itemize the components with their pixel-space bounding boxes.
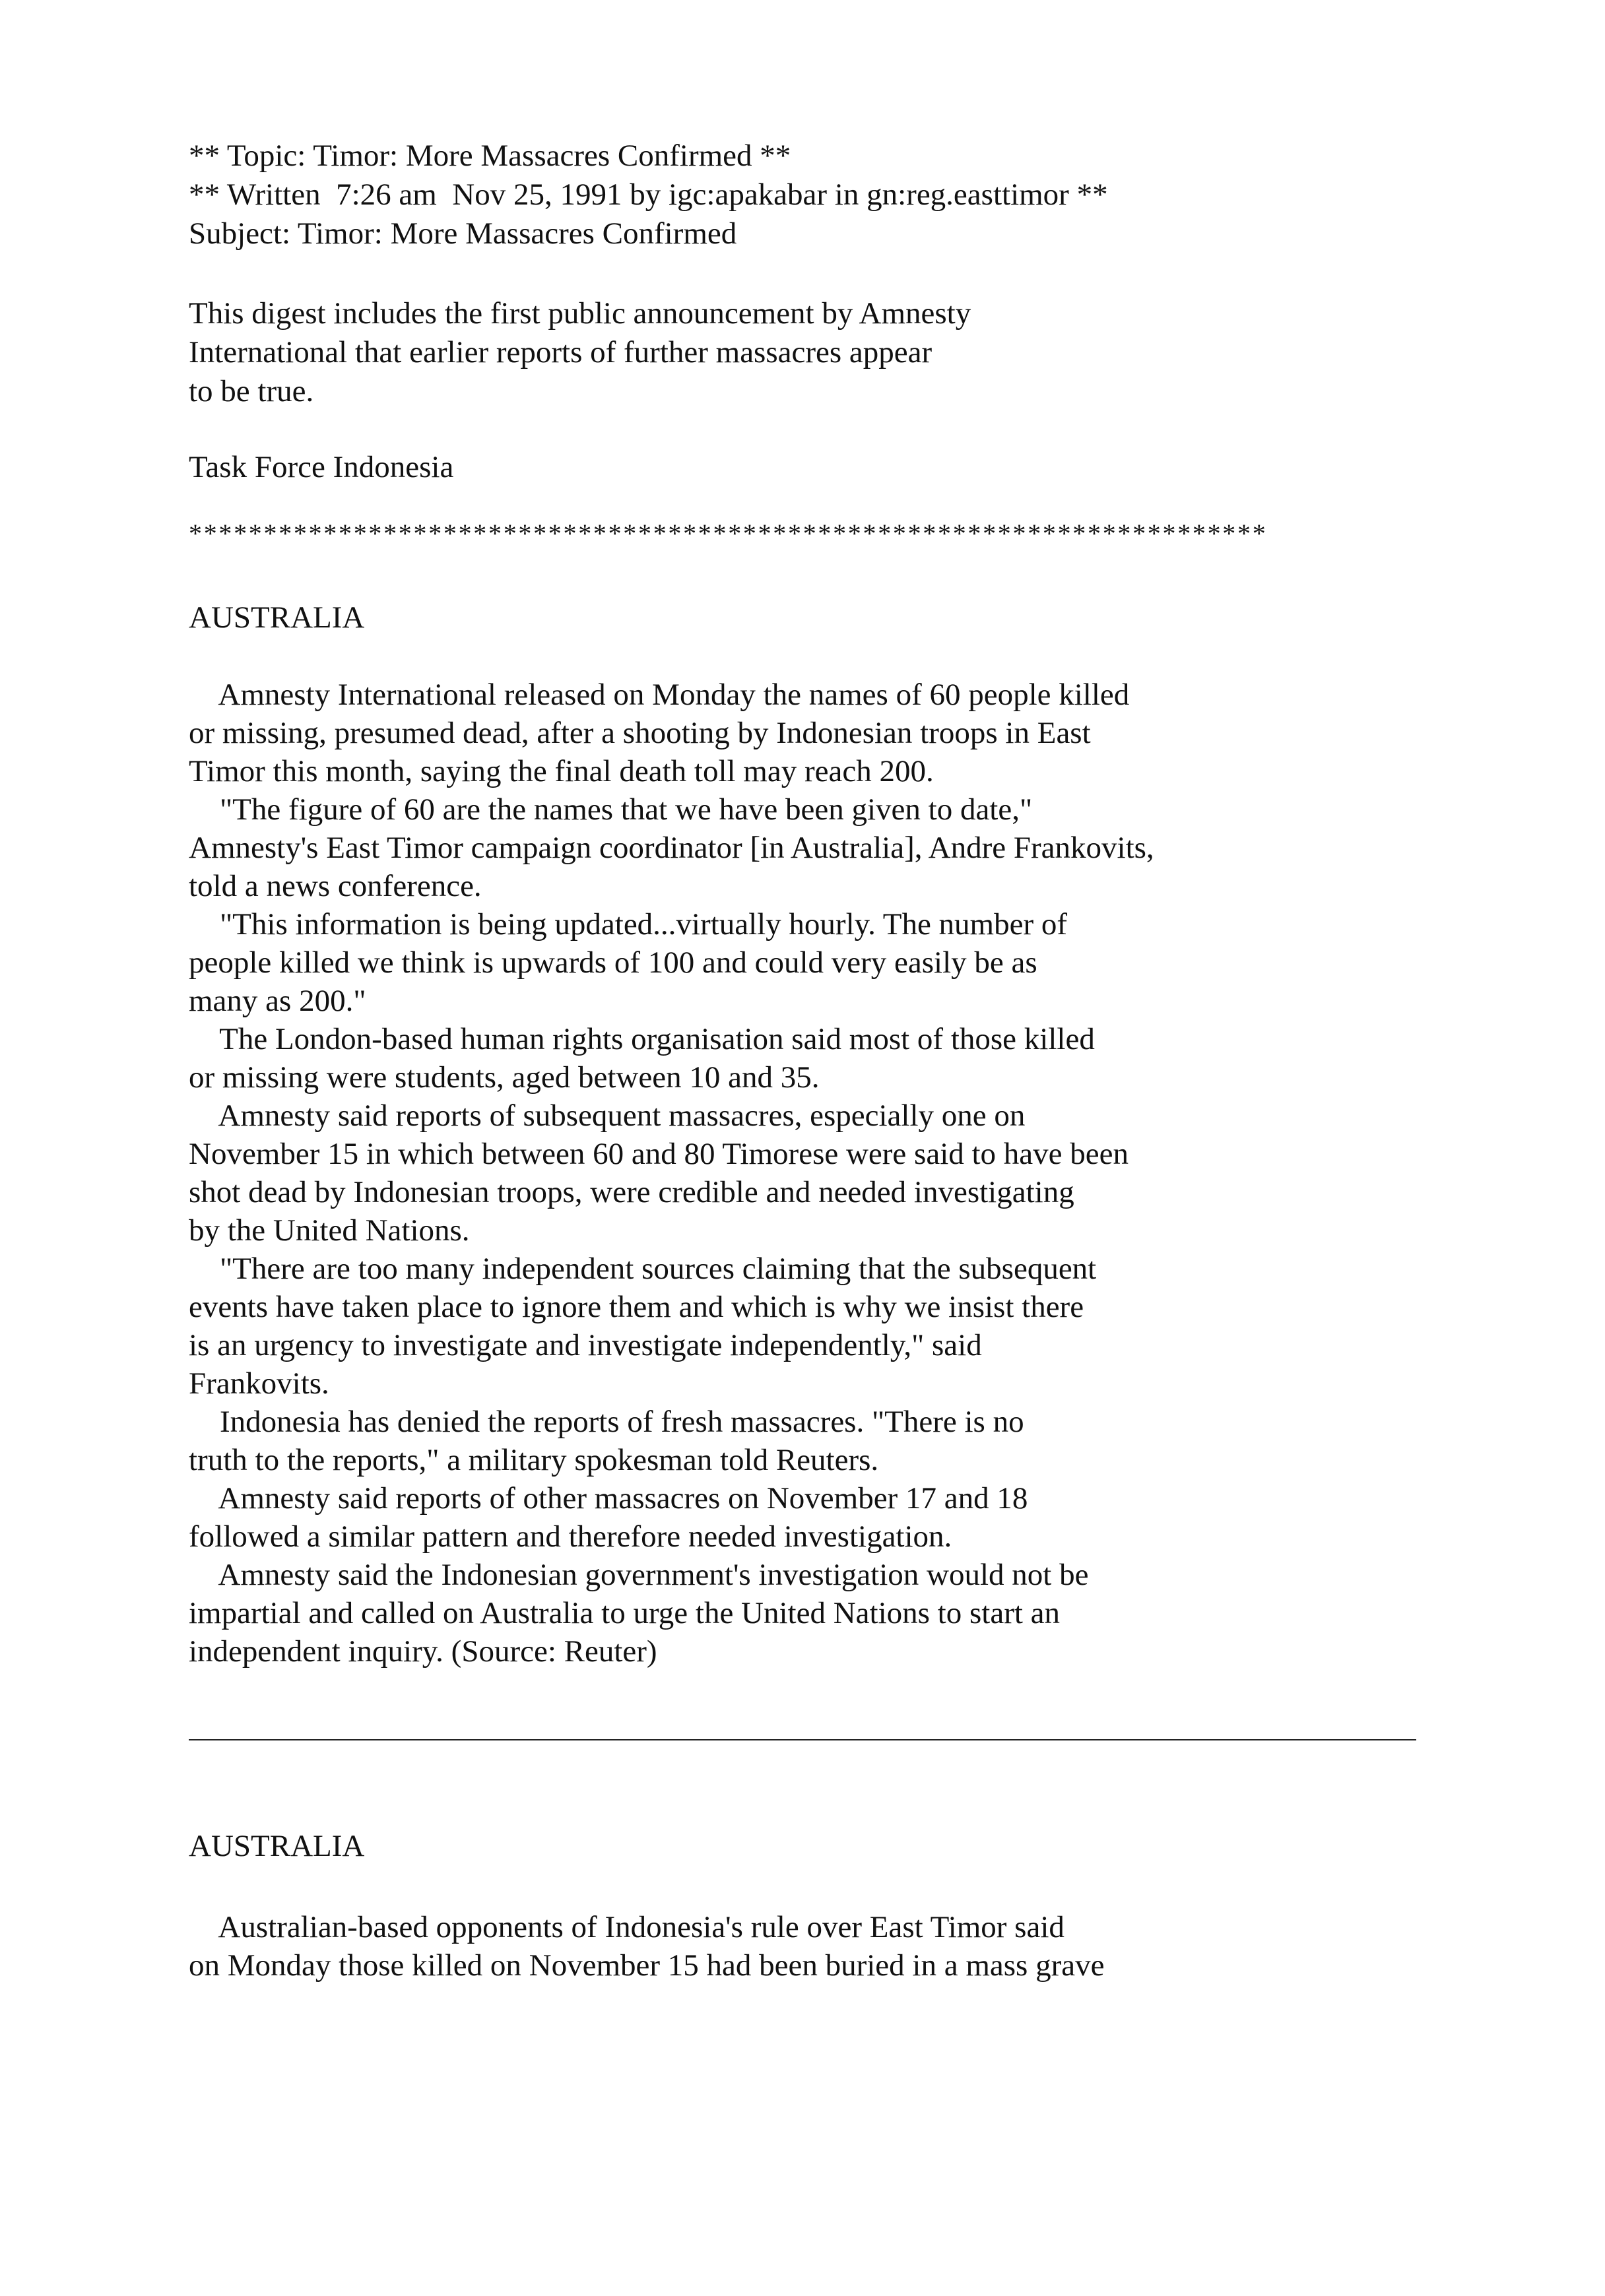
topic-line: ** Topic: Timor: More Massacres Confirmed ** xyxy=(189,139,791,173)
body-line: The London-based human rights organisation said most of those killed xyxy=(189,1022,1095,1056)
body-line: Amnesty said reports of other massacres on November 17 and 18 xyxy=(189,1481,1028,1515)
body-line: many as 200." xyxy=(189,984,366,1018)
body-line: Indonesia has denied the reports of fresh massacres. "There is no xyxy=(189,1405,1024,1439)
body-line: shot dead by Indonesian troops, were credible and needed investigating xyxy=(189,1175,1074,1209)
body-line: events have taken place to ignore them and which is why we insist there xyxy=(189,1290,1084,1324)
star-separator: ************************************************************************ xyxy=(189,519,1268,548)
signature: Task Force Indonesia xyxy=(189,450,454,484)
intro-line: to be true. xyxy=(189,374,314,408)
body-line: Amnesty said the Indonesian government's investigation would not be xyxy=(189,1558,1089,1592)
body-line: Timor this month, saying the final death toll may reach 200. xyxy=(189,754,934,788)
body-line: "The figure of 60 are the names that we have been given to date," xyxy=(189,792,1033,827)
body-line: Frankovits. xyxy=(189,1366,329,1401)
body-line: on Monday those killed on November 15 had been buried in a mass grave xyxy=(189,1948,1105,1983)
subject-line: Subject: Timor: More Massacres Confirmed xyxy=(189,216,737,251)
body-line: truth to the reports," a military spokesman told Reuters. xyxy=(189,1443,879,1477)
section-heading: AUSTRALIA xyxy=(189,600,365,635)
divider xyxy=(189,1739,1416,1740)
body-line: followed a similar pattern and therefore needed investigation. xyxy=(189,1519,952,1554)
body-line: "There are too many independent sources claiming that the subsequent xyxy=(189,1252,1097,1286)
body-line: or missing, presumed dead, after a shooting by Indonesian troops in East xyxy=(189,716,1091,750)
written-line: ** Written 7:26 am Nov 25, 1991 by igc:apakabar in gn:reg.easttimor ** xyxy=(189,177,1108,212)
body-line: November 15 in which between 60 and 80 Timorese were said to have been xyxy=(189,1137,1129,1171)
body-line: or missing were students, aged between 10 and 35. xyxy=(189,1060,820,1095)
body-line: "This information is being updated...virtually hourly. The number of xyxy=(189,907,1068,941)
intro-line: This digest includes the first public announcement by Amnesty xyxy=(189,296,971,331)
section-heading: AUSTRALIA xyxy=(189,1829,365,1863)
body-line: Amnesty's East Timor campaign coordinator [in Australia], Andre Frankovits, xyxy=(189,831,1154,865)
body-line: people killed we think is upwards of 100 and could very easily be as xyxy=(189,945,1037,980)
body-line: Australian-based opponents of Indonesia's rule over East Timor said xyxy=(189,1910,1065,1944)
body-line: Amnesty International released on Monday the names of 60 people killed xyxy=(189,678,1130,712)
body-line: impartial and called on Australia to urge the United Nations to start an xyxy=(189,1596,1061,1630)
body-line: told a news conference. xyxy=(189,869,482,903)
body-line: Amnesty said reports of subsequent massacres, especially one on xyxy=(189,1099,1026,1133)
body-line: independent inquiry. (Source: Reuter) xyxy=(189,1634,657,1669)
body-line: by the United Nations. xyxy=(189,1213,470,1248)
body-line: is an urgency to investigate and investigate independently," said xyxy=(189,1328,982,1362)
intro-line: International that earlier reports of further massacres appear xyxy=(189,335,933,369)
